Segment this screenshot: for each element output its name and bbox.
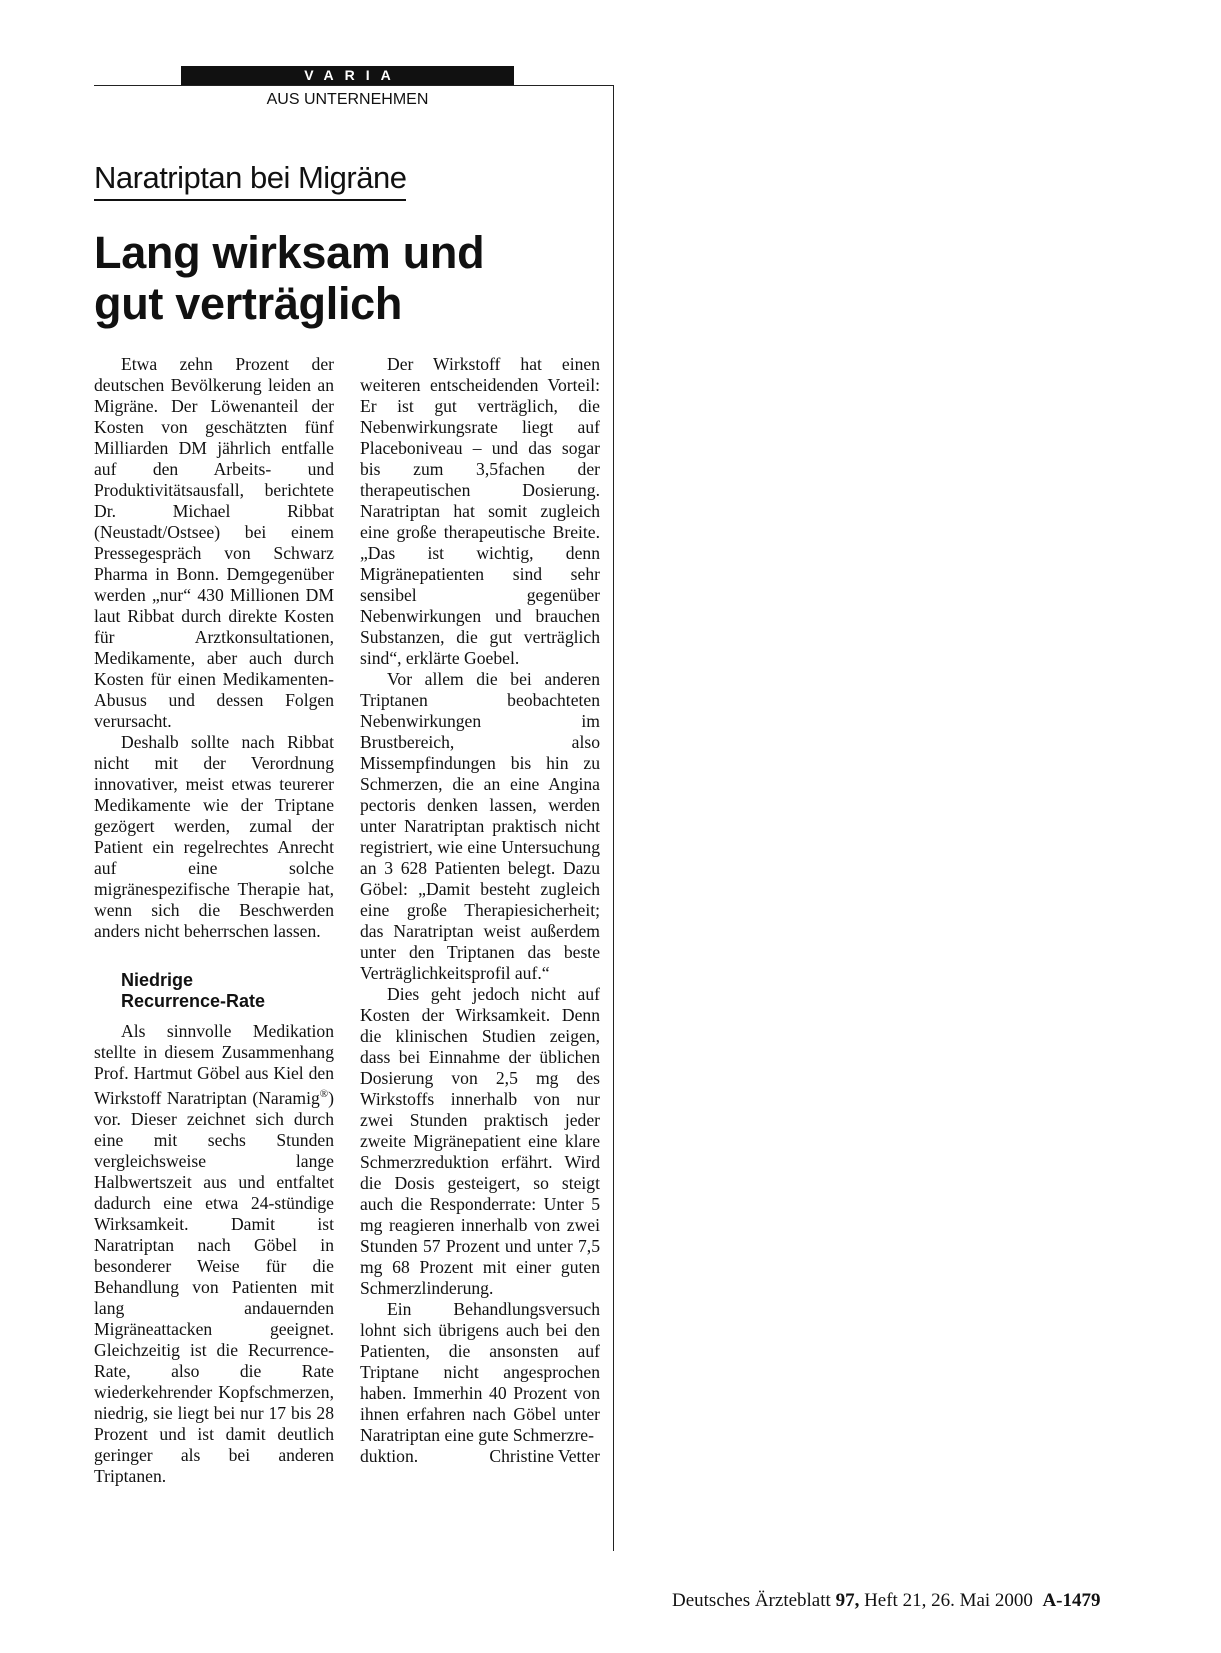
subheading-line-2: Recurrence-Rate (121, 991, 266, 1011)
author-signature: Christine Vetter (489, 1446, 600, 1466)
journal-name: Deutsches Ärzteblatt (672, 1590, 831, 1611)
paragraph: Dies geht jedoch nicht auf Kosten der Wirksamkeit. Denn die klinischen Studien zeigen, dass bei Einnahme der üblichen Dosierung von 2,5 mg des Wirkstoffs innerhalb von nur zwei Stunden praktisch jeder zweite Migränepatient eine klare Schmerzreduktion erfährt. Wird die Dosis gesteigert, so steigt auch die Responderrate: Unter 5 mg reagieren innerhalb von zwei Stunden 57 Prozent und unter 7,5 mg 68 Prozent mit einer guten Schmerzlinderung. (360, 984, 600, 1298)
page-number: A-1479 (1042, 1590, 1101, 1611)
left-column (94, 354, 334, 1487)
journal-volume: 97, (835, 1590, 860, 1611)
paragraph (94, 1021, 334, 1487)
closing-line (360, 1446, 600, 1467)
paragraph-text: Als sinnvolle Medikation stellte in diesem Zusammenhang Prof. Hartmut Göbel aus Kiel den Wirkstoff Naratriptan (Naramig (94, 1021, 334, 1108)
article-headline (94, 227, 614, 329)
paragraph: Etwa zehn Prozent der deutschen Bevölkerung leiden an Migräne. Der Löwenanteil der Kosten von geschätzten fünf Milliarden DM jährlich entfalle auf den Arbeits- und Produktivitätsausfall, berichtete Dr. Michael Ribbat (Neustadt/Ostsee) bei einem Pressegespräch von Schwarz Pharma in Bonn. Demgegenüber werden „nur“ 430 Millionen DM laut Ribbat durch direkte Kosten für Arztkonsultationen, Medikamente, aber auch durch Kosten für einen Medikamenten-Abusus und dessen Folgen verursacht. (94, 354, 334, 731)
header-rule (94, 85, 613, 86)
paragraph: Der Wirkstoff hat einen weiteren entscheidenden Vorteil: Er ist gut verträglich, die Nebenwirkungsrate liegt auf Placeboniveau – und das sogar bis zum 3,5fachen der therapeutischen Dosierung. Naratriptan hat somit zugleich eine große therapeutische Breite. „Das ist wichtig, denn Migränepatienten sind sehr sensibel gegenüber Nebenwirkungen und brauchen Substanzen, die gut verträglich sind“, erklärte Goebel. (360, 354, 600, 668)
paragraph-text: duktion. (360, 1446, 419, 1466)
paragraph: Deshalb sollte nach Ribbat nicht mit der Verordnung innovativer, meist etwas teurerer Medikamente wie der Triptane gezögert werden, zumal der Patient ein regelrechtes Anrecht auf eine solche migränespezifische Therapie hat, wenn sich die Beschwerden anders nicht beherrschen lassen. (94, 732, 334, 941)
registered-mark: ® (319, 1088, 329, 1100)
headline-line-2: gut verträglich (94, 278, 403, 329)
paragraph: Vor allem die bei anderen Triptanen beobachteten Nebenwirkungen im Brustbereich, also Missempfindungen bis hin zu Schmerzen, die an eine Angina pectoris denken lassen, werden unter Naratriptan praktisch nicht registriert, wie eine Untersuchung an 3 628 Patienten belegt. Dazu Göbel: „Damit besteht zugleich eine große Therapiesicherheit; das Naratriptan weist außerdem unter den Triptanen das beste Verträglichkeitsprofil auf.“ (360, 669, 600, 983)
paragraph-text: ) vor. Dieser zeichnet sich durch eine mit sechs Stunden vergleichsweise lange Halbwertszeit aus und entfaltet dadurch eine etwa 24-stündige Wirksamkeit. Damit ist Naratriptan nach Göbel in besonderer Weise für die Behandlung von Patienten mit lang andauernden Migräneattacken geeignet. Gleichzeitig ist die Recurrence-Rate, also die Rate wiederkehrender Kopfschmerzen, niedrig, sie liegt bei nur 17 bis 28 Prozent und ist damit deutlich geringer als bei anderen Triptanen. (94, 1087, 334, 1486)
section-banner: VARIA (181, 66, 514, 85)
paragraph: Ein Behandlungsversuch lohnt sich übrigens auch bei den Patienten, die ansonsten auf Triptane nicht angesprochen haben. Immerhin 40 Prozent von ihnen erfahren nach Göbel unter Naratriptan eine gute Schmerzre- (360, 1299, 600, 1445)
right-column (360, 354, 600, 1467)
page-footer (672, 1590, 1101, 1612)
journal-issue: Heft 21, 26. Mai 2000 (864, 1590, 1033, 1611)
article-kicker: Naratriptan bei Migräne (94, 160, 406, 201)
subheading (121, 970, 334, 1012)
headline-line-1: Lang wirksam und (94, 227, 485, 278)
subsection-label: AUS UNTERNEHMEN (266, 91, 429, 108)
subheading-line-1: Niedrige (121, 970, 194, 990)
